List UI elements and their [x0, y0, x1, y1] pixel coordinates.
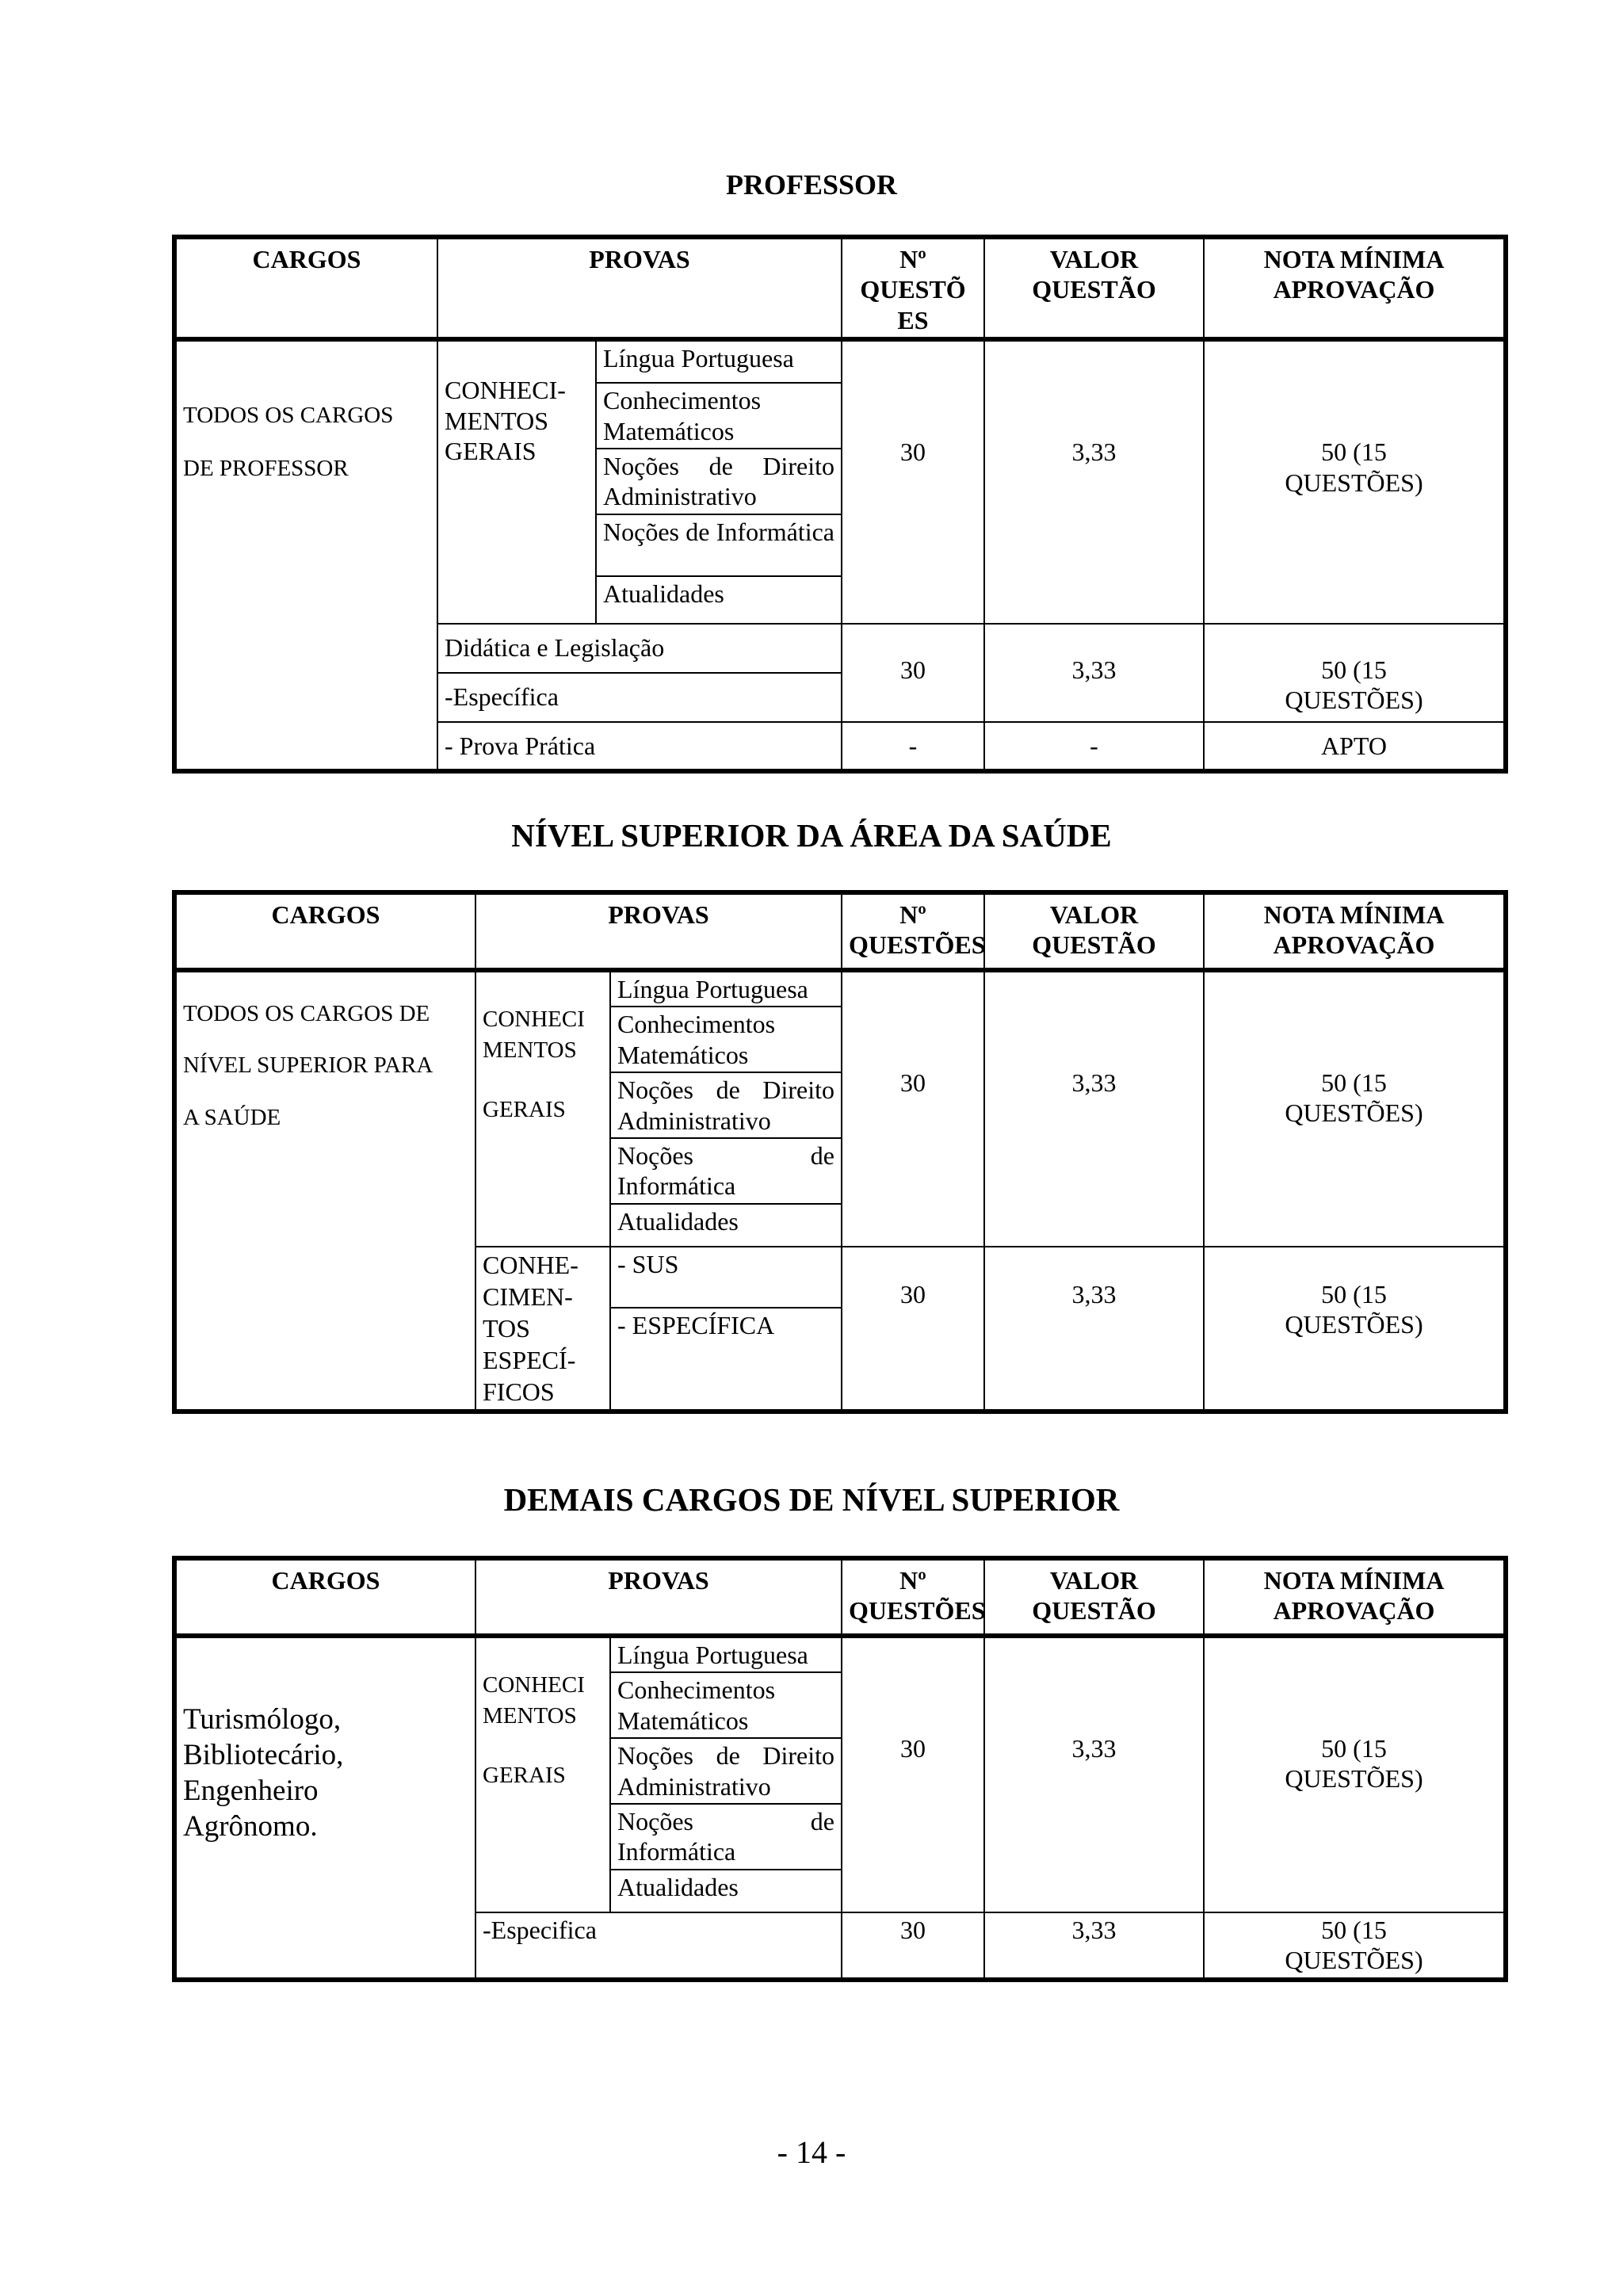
header-provas: PROVAS — [475, 1558, 842, 1636]
valor-questao-cell: 3,33 — [984, 1636, 1204, 1912]
header-cargos: CARGOS — [174, 892, 475, 970]
num-questoes-cell: 30 — [842, 624, 984, 722]
nota-minima-cell: 50 (15 QUESTÕES) — [1204, 970, 1506, 1247]
subject-cell: Conhecimentos Matemáticos — [610, 1672, 842, 1738]
subject-cell: Noções de Informática — [610, 1138, 842, 1204]
valor-questao-cell: 3,33 — [984, 339, 1204, 624]
cargo-line: TODOS OS CARGOS — [183, 403, 394, 429]
group-label-bottom: GERAIS — [483, 1763, 566, 1789]
valor-questao-cell: - — [984, 722, 1204, 771]
subject-cell: -Específica — [437, 673, 842, 722]
cargo-cell — [174, 339, 437, 771]
num-questoes-cell: 30 — [842, 970, 984, 1247]
header-provas: PROVAS — [437, 237, 842, 339]
subject-cell: Língua Portuguesa — [610, 1636, 842, 1672]
cargo-cell — [174, 970, 475, 1412]
subject-cell: Noções de Direito Administrativo — [610, 1738, 842, 1804]
subject-cell: Noções de Direito Administrativo — [610, 1072, 842, 1138]
cargo-cell: Turismólogo, Bibliotecário, Engenheiro Agrônomo. — [174, 1636, 475, 1980]
header-num-questoes: Nº QUESTÕ ES — [842, 237, 984, 339]
section-title-professor: PROFESSOR — [725, 169, 898, 201]
header-num-questoes: Nº QUESTÕES — [842, 892, 984, 970]
header-cargos: CARGOS — [174, 237, 437, 339]
group-label-top: CONHECI MENTOS — [483, 1007, 585, 1064]
subject-cell: Conhecimentos Matemáticos — [610, 1007, 842, 1072]
subject-cell: Noções de Informática — [610, 1804, 842, 1870]
nota-minima-cell: 50 (15 QUESTÕES) — [1204, 1247, 1506, 1412]
section-title-demais: DEMAIS CARGOS DE NÍVEL SUPERIOR — [503, 1481, 1120, 1518]
valor-questao-cell: 3,33 — [984, 624, 1204, 722]
subject-cell: Língua Portuguesa — [610, 970, 842, 1007]
table-header-row — [174, 892, 1506, 970]
table-header-row — [174, 237, 1506, 339]
table-row — [174, 970, 1506, 1007]
header-num-questoes: Nº QUESTÕES — [842, 1558, 984, 1636]
valor-questao-cell: 3,33 — [984, 1912, 1204, 1980]
nota-minima-cell: 50 (15 QUESTÕES) — [1204, 339, 1506, 624]
num-questoes-cell: - — [842, 722, 984, 771]
subject-cell: Atualidades — [610, 1870, 842, 1912]
cargo-line: NÍVEL SUPERIOR PARA — [183, 1052, 433, 1079]
table-saude — [172, 890, 1508, 1414]
nota-minima-cell: 50 (15 QUESTÕES) — [1204, 1636, 1506, 1912]
num-questoes-cell: 30 — [842, 1912, 984, 1980]
subject-cell: Conhecimentos Matemáticos — [596, 383, 842, 449]
table-row — [174, 339, 1506, 383]
header-nota-minima: NOTA MÍNIMA APROVAÇÃO — [1204, 892, 1506, 970]
subject-cell: Noções de Informática — [596, 514, 842, 576]
subject-cell: Atualidades — [596, 576, 842, 624]
nota-minima-cell: 50 (15 QUESTÕES) — [1204, 624, 1506, 722]
num-questoes-cell: 30 — [842, 339, 984, 624]
subject-cell: Atualidades — [610, 1204, 842, 1247]
valor-questao-cell: 3,33 — [984, 1247, 1204, 1412]
cargo-line: A SAÚDE — [183, 1104, 281, 1130]
group-label-bottom: GERAIS — [483, 1097, 566, 1123]
group2-label: CONHE- CIMEN- TOS ESPECÍ- FICOS — [475, 1247, 610, 1412]
table-demais — [172, 1556, 1508, 1982]
cargo-line: TODOS OS CARGOS DE — [183, 1001, 430, 1026]
subject-cell: Língua Portuguesa — [596, 339, 842, 383]
group-label — [475, 1636, 610, 1912]
subject-cell: - SUS — [610, 1247, 842, 1308]
header-valor-questao: VALOR QUESTÃO — [984, 237, 1204, 339]
valor-questao-cell: 3,33 — [984, 970, 1204, 1247]
group-label — [475, 970, 610, 1247]
table-header-row — [174, 1558, 1506, 1636]
section-title-saude: NÍVEL SUPERIOR DA ÁREA DA SAÚDE — [511, 817, 1112, 854]
subject-cell: -Especifica — [475, 1912, 842, 1980]
nota-minima-cell: APTO — [1204, 722, 1506, 771]
header-valor-questao: VALOR QUESTÃO — [984, 892, 1204, 970]
num-questoes-cell: 30 — [842, 1636, 984, 1912]
header-nota-minima: NOTA MÍNIMA APROVAÇÃO — [1204, 237, 1506, 339]
subject-cell: Noções de Direito Administrativo — [596, 449, 842, 514]
cargo-line: DE PROFESSOR — [183, 455, 349, 481]
subject-cell: - ESPECÍFICA — [610, 1308, 842, 1412]
page-number: - 14 - — [777, 2134, 846, 2170]
subject-cell: - Prova Prática — [437, 722, 842, 771]
header-provas: PROVAS — [475, 892, 842, 970]
group-label-top: CONHECI MENTOS — [483, 1672, 585, 1729]
num-questoes-cell: 30 — [842, 1247, 984, 1412]
table-row — [174, 1636, 1506, 1672]
header-valor-questao: VALOR QUESTÃO — [984, 1558, 1204, 1636]
header-nota-minima: NOTA MÍNIMA APROVAÇÃO — [1204, 1558, 1506, 1636]
nota-minima-cell: 50 (15 QUESTÕES) — [1204, 1912, 1506, 1980]
header-cargos: CARGOS — [174, 1558, 475, 1636]
table-professor — [172, 235, 1508, 774]
subject-cell: Didática e Legislação — [437, 624, 842, 673]
group-label: CONHECI- MENTOS GERAIS — [437, 339, 596, 624]
